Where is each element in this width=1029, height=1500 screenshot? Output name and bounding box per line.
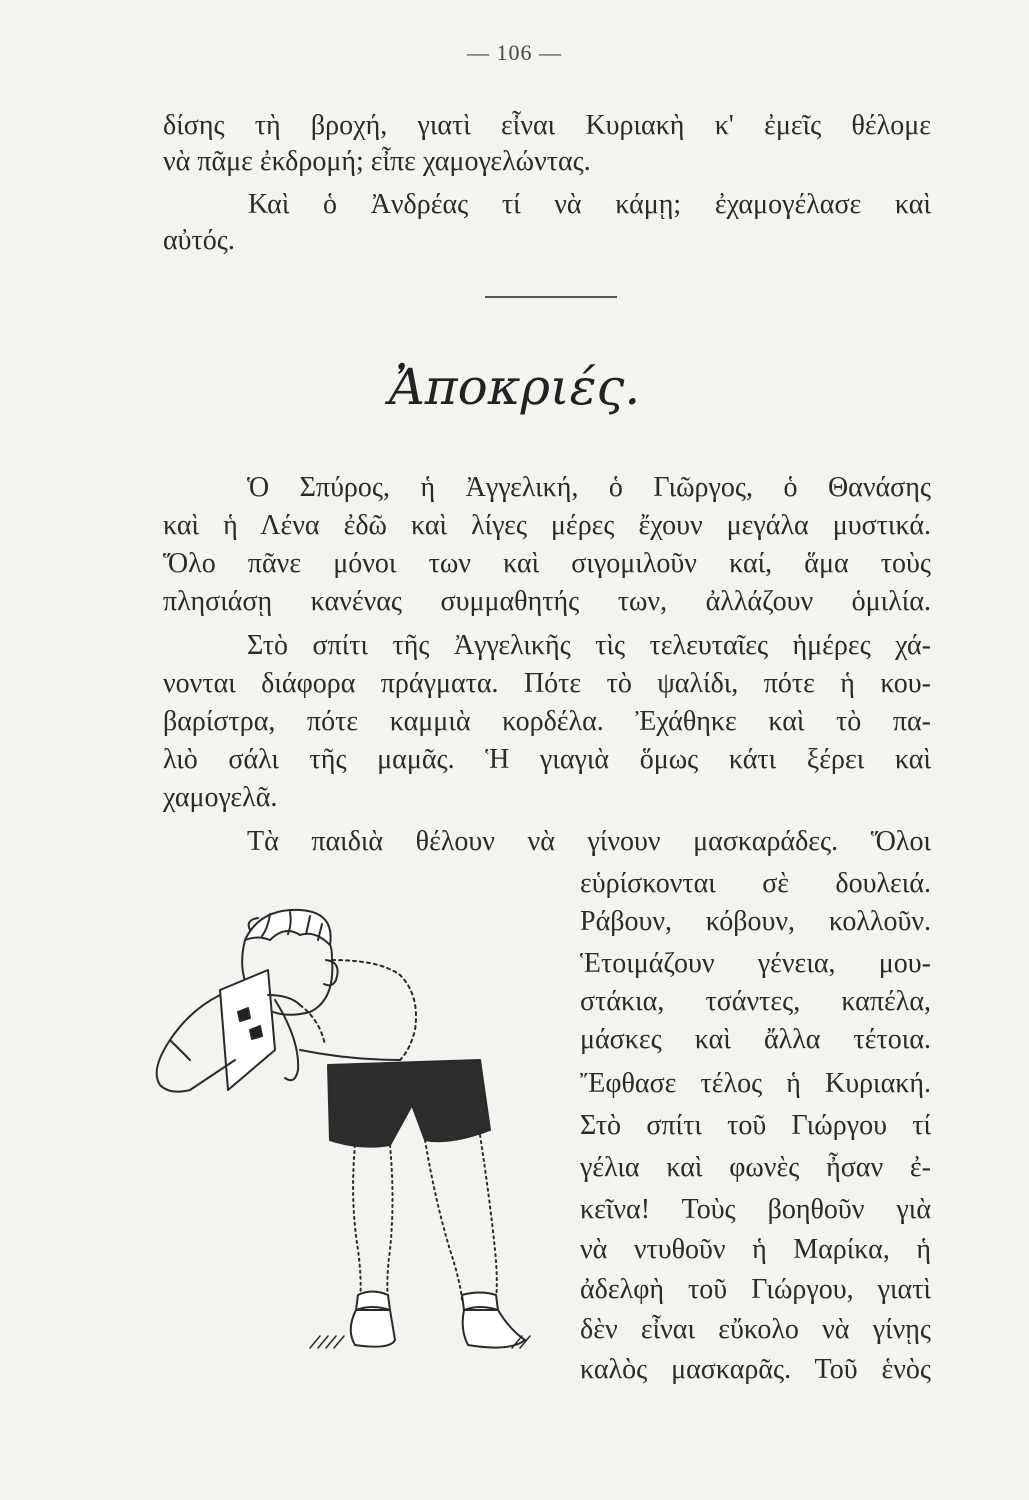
text-line: πλησιάσῃ κανένας συμμαθητής των, ἀλλάζουν ὁμιλία. xyxy=(163,586,931,617)
text-line: Τὰ παιδιὰ θέλουν νὰ γίνουν μασκαράδες. Ὅλοι xyxy=(247,826,931,857)
text-line: νὰ πᾶμε ἐκδρομή; εἶπε χαμογελώντας. xyxy=(163,146,591,177)
wrap-text-line: Ἔφθασε τέλος ἡ Κυριακή. xyxy=(580,1068,931,1099)
wrap-text-line: γέλια καὶ φωνὲς ἦσαν ἐ- xyxy=(580,1152,931,1183)
boy-with-mask-illustration xyxy=(150,900,550,1380)
wrap-text-line: Ράβουν, κόβουν, κολλοῦν. xyxy=(580,906,931,937)
text-line: βαρίστρα, πότε καμμιὰ κορδέλα. Ἐχάθηκε καὶ τὸ πα- xyxy=(163,706,931,737)
text-line: Καὶ ὁ Ἀνδρέας τί νὰ κάμῃ; ἐχαμογέλασε καὶ xyxy=(248,189,931,220)
wrap-text-line: στάκια, τσάντες, καπέλα, xyxy=(580,986,931,1017)
wrap-text-line: Ἑτοιμάζουν γένεια, μου- xyxy=(580,948,931,979)
wrap-text-line: καλὸς μασκαρᾶς. Τοῦ ἑνὸς xyxy=(580,1354,931,1385)
text-line: λιὸ σάλι τῆς μαμᾶς. Ἡ γιαγιὰ ὅμως κάτι ξέρει καὶ xyxy=(163,744,931,775)
wrap-text-line: εὑρίσκονται σὲ δουλειά. xyxy=(580,868,931,899)
wrap-text-line: μάσκες καὶ ἄλλα τέτοια. xyxy=(580,1024,931,1055)
text-line: αὐτός. xyxy=(163,225,235,256)
text-line: Ὅλο πᾶνε μόνοι των καὶ σιγομιλοῦν καί, ἅμα τοὺς xyxy=(163,548,931,579)
section-divider xyxy=(485,296,617,298)
wrap-text-line: Στὸ σπίτι τοῦ Γιώργου τί xyxy=(580,1110,931,1141)
wrap-text-line: δὲν εἶναι εὔκολο νὰ γίνῃς xyxy=(580,1314,931,1345)
section-title: Ἀποκριές. xyxy=(388,358,641,416)
text-line: δίσης τὴ βροχή, γιατὶ εἶναι Κυριακὴ κ' ἐμεῖς θέλομε xyxy=(163,110,931,141)
wrap-text-line: κεῖνα! Τοὺς βοηθοῦν γιὰ xyxy=(580,1194,931,1225)
wrap-text-line: νὰ ντυθοῦν ἡ Μαρίκα, ἡ xyxy=(580,1234,931,1265)
page-number: — 106 — xyxy=(467,40,562,65)
text-line: καὶ ἡ Λένα ἐδῶ καὶ λίγες μέρες ἔχουν μεγάλα μυστικά. xyxy=(163,510,931,541)
text-line: Ὁ Σπύρος, ἡ Ἀγγελική, ὁ Γιῶργος, ὁ Θανάσης xyxy=(247,472,931,503)
text-line: νονται διάφορα πράγματα. Πότε τὸ ψαλίδι, πότε ἡ κου- xyxy=(163,668,931,699)
wrap-text-line: ἀδελφὴ τοῦ Γιώργου, γιατὶ xyxy=(580,1274,931,1305)
text-line: χαμογελᾶ. xyxy=(163,782,278,813)
text-line: Στὸ σπίτι τῆς Ἀγγελικῆς τὶς τελευταῖες ἡμέρες χά- xyxy=(247,630,931,661)
